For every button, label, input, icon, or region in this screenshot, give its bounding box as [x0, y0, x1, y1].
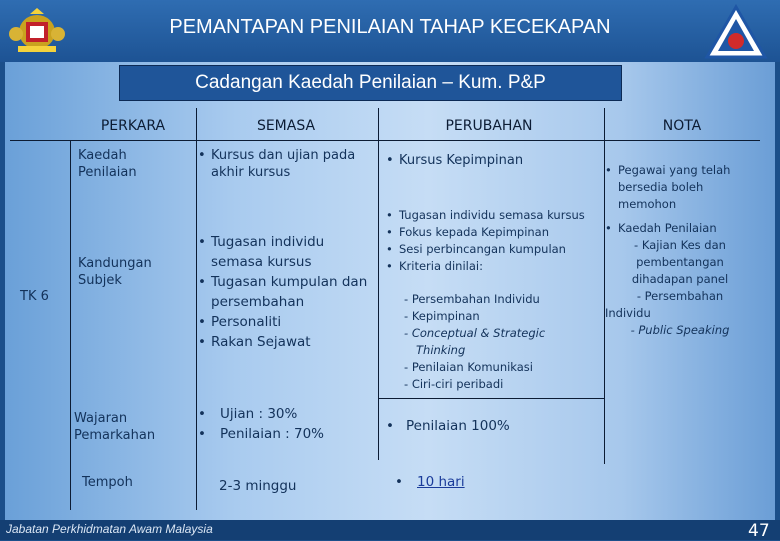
row-label-tempoh: Tempoh	[82, 475, 133, 490]
column-header-perkara: PERKARA	[100, 118, 166, 134]
grid-line	[70, 140, 71, 510]
nota-item-2	[605, 220, 760, 237]
footer-bar	[0, 520, 780, 540]
grid-line	[378, 398, 604, 399]
perubahan-kandungan-list	[386, 207, 591, 275]
nota-details	[605, 237, 755, 339]
criteria-item: - Persembahan Individu	[404, 292, 540, 306]
semasa-kandungan-list	[198, 232, 373, 352]
list-item: • Kaedah Penilaian	[605, 220, 760, 237]
tempoh-link[interactable]: 10 hari	[417, 474, 465, 490]
page-title: PEMANTAPAN PENILAIAN TAHAP KECEKAPAN	[169, 16, 611, 38]
list-item: • Tugasan kumpulan dan persembahan	[198, 272, 373, 312]
row-label-wajaran: Wajaran Pemarkahan	[74, 411, 156, 443]
list-item: • Kursus dan ujian pada akhir kursus	[198, 147, 370, 181]
criteria-item: - Kepimpinan	[404, 309, 480, 323]
column-header-perubahan: PERUBAHAN	[445, 118, 533, 134]
list-item: • Kursus Kepimpinan	[386, 152, 596, 169]
list-item: • Tugasan individu semasa kursus	[386, 207, 591, 224]
nota-line: dihadapan panel	[631, 272, 729, 286]
row-label-kaedah: Kaedah Penilaian	[78, 148, 137, 180]
grid-line	[378, 108, 379, 460]
footer-agency: Jabatan Perkhidmatan Awam Malaysia	[6, 522, 213, 536]
list-item: • Tugasan individu semasa kursus	[198, 232, 373, 272]
list-item: • Penilaian : 70%	[198, 424, 373, 444]
perubahan-criteria-sublist	[404, 291, 594, 393]
semasa-tempoh: 2-3 minggu	[219, 478, 297, 494]
list-item: • Fokus kepada Kepimpinan	[386, 224, 591, 241]
criteria-item: - Ciri-ciri peribadi	[404, 377, 504, 391]
list-item: • Kriteria dinilai:	[386, 258, 591, 275]
list-item: • Sesi perbincangan kumpulan	[386, 241, 591, 258]
list-item: • Penilaian 100%	[386, 418, 596, 435]
header-divider	[10, 140, 760, 141]
slide-subtitle: Cadangan Kaedah Penilaian – Kum. P&P	[119, 65, 622, 101]
column-header-nota: NOTA	[662, 118, 702, 134]
criteria-item: - Penilaian Komunikasi	[404, 360, 533, 374]
nota-line: - Kajian Kes dan	[634, 238, 726, 252]
perubahan-kaedah-list	[386, 152, 596, 169]
nota-line: Individu	[605, 306, 651, 320]
list-item	[395, 474, 585, 491]
page-number: 47	[748, 521, 770, 541]
list-item: • Pegawai yang telah bersedia boleh memohon	[605, 162, 755, 213]
list-item: • Ujian : 30%	[198, 404, 373, 424]
nota-line: pembentangan	[636, 255, 724, 269]
row-label-kandungan: Kandungan Subjek	[78, 256, 152, 288]
semasa-wajaran-list	[198, 404, 373, 444]
semasa-kaedah-list	[198, 147, 370, 181]
grid-line	[196, 108, 197, 510]
perubahan-wajaran-list	[386, 418, 596, 435]
nota-line: - Public Speaking	[630, 323, 730, 337]
nota-item-1	[605, 162, 755, 213]
level-label: TK 6	[20, 289, 49, 304]
criteria-item: - Conceptual & Strategic Thinking	[404, 326, 546, 357]
column-header-semasa: SEMASA	[256, 118, 316, 134]
jpa-triangle-logo	[704, 4, 768, 60]
list-item: • Personaliti	[198, 312, 373, 332]
perubahan-tempoh-list	[395, 474, 585, 491]
list-item: • Rakan Sejawat	[198, 332, 373, 352]
nota-line: - Persembahan	[636, 289, 724, 303]
